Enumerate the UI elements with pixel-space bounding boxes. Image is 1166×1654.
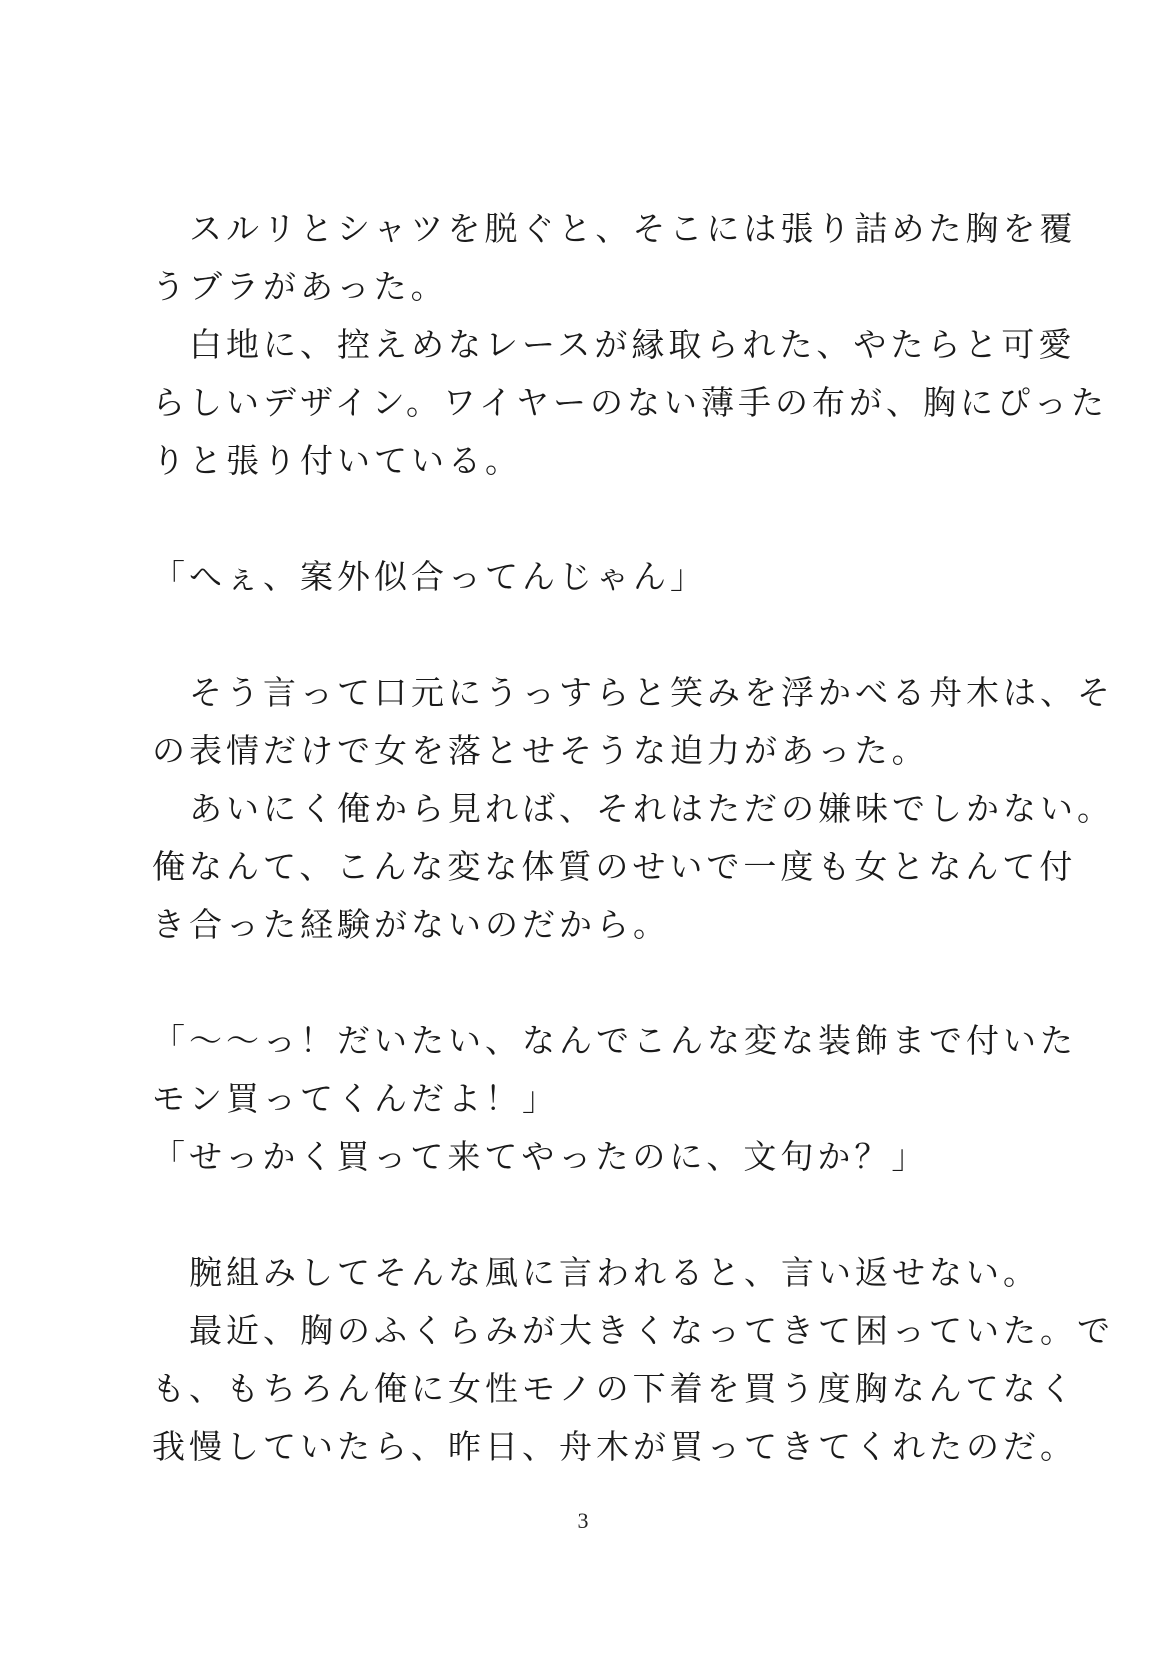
text-line: 俺なんて、こんな変な体質のせいで一度も女となんて付 (152, 847, 1077, 886)
text-line: あいにく俺から見れば、それはただの嫌味でしかない。 (152, 789, 1114, 828)
blank-line (152, 490, 1032, 548)
text-line: うブラがあった。 (152, 267, 448, 306)
text-line: らしいデザイン。ワイヤーのない薄手の布が、胸にぴった (152, 383, 1109, 422)
page-number: 3 (577, 1508, 589, 1533)
blank-line (152, 606, 1032, 664)
text-line: そう言って口元にうっすらと笑みを浮かべる舟木は、そ (152, 673, 1114, 712)
blank-line (152, 954, 1032, 1012)
text-line: 腕組みしてそんな風に言われると、言い返せない。 (152, 1253, 1040, 1292)
text-line: 白地に、控えめなレースが縁取られた、やたらと可愛 (152, 325, 1076, 364)
blank-line (152, 1186, 1032, 1244)
text-line: も、もちろん俺に女性モノの下着を買う度胸なんてなく (152, 1369, 1077, 1408)
dialogue-line: 「へぇ、案外似合ってんじゃん」 (152, 557, 707, 596)
text-line: スルリとシャツを脱ぐと、そこには張り詰めた胸を覆 (152, 209, 1077, 248)
dialogue-line: 「〜〜っ！だいたい、なんでこんな変な装飾まで付いた (152, 1021, 1077, 1060)
body-text (152, 200, 1114, 1476)
text-line: りと張り付いている。 (152, 441, 522, 480)
text-line: の表情だけで女を落とせそうな迫力があった。 (152, 731, 929, 770)
text-line: 我慢していたら、昨日、舟木が買ってきてくれたのだ。 (152, 1427, 1077, 1466)
text-line: 最近、胸のふくらみが大きくなってきて困っていた。で (152, 1311, 1114, 1350)
text-line: き合った経験がないのだから。 (152, 905, 670, 944)
dialogue-line: 「せっかく買って来てやったのに、文句か？」 (152, 1137, 929, 1176)
dialogue-line: モン買ってくんだよ！」 (152, 1079, 559, 1118)
